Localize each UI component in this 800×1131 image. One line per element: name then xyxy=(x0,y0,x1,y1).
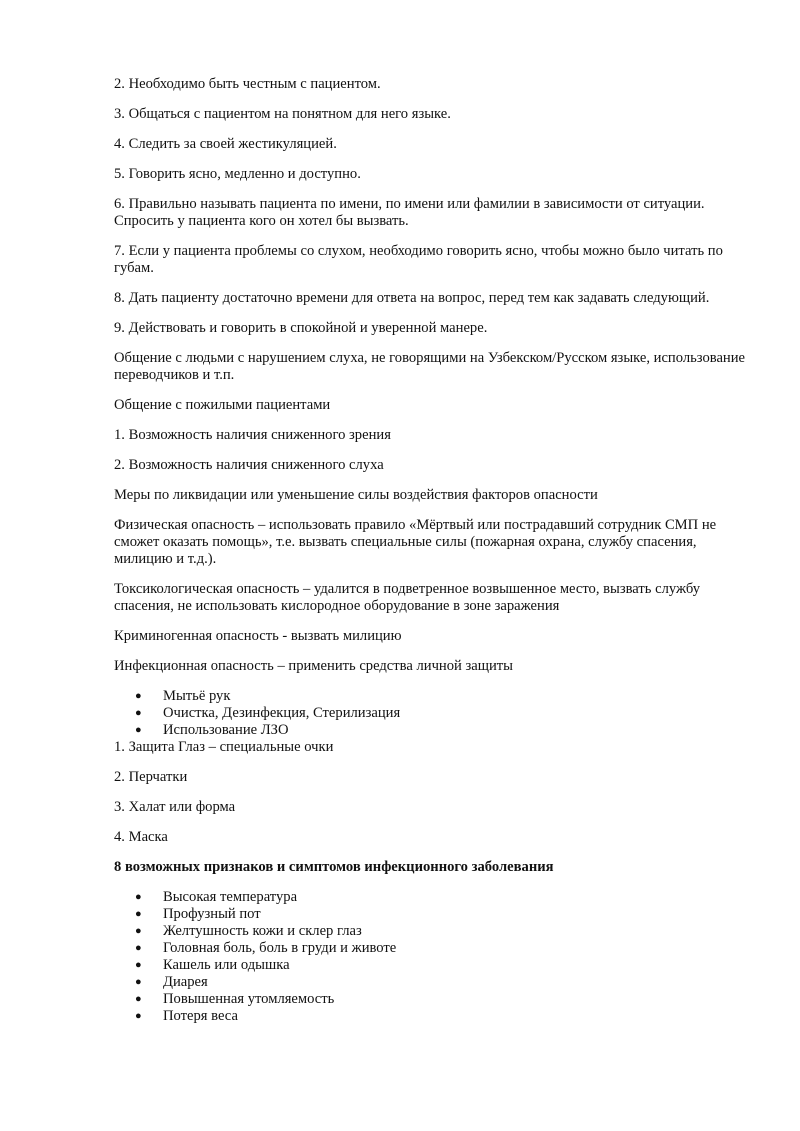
bullet-icon: ● xyxy=(135,925,142,937)
list-item xyxy=(135,1008,754,1025)
list-item xyxy=(135,906,754,923)
paragraph-speak-clearly: 5. Говорить ясно, медленно и доступно. xyxy=(114,166,361,182)
paragraph-hazard-measures: Меры по ликвидации или уменьшение силы воздействия факторов опасности xyxy=(114,487,598,503)
paragraph-elderly-heading: Общение с пожилыми пациентами xyxy=(114,397,331,413)
list-item-text: Желтушность кожи и склер глаз xyxy=(163,923,362,939)
bullet-icon: ● xyxy=(135,891,142,903)
paragraph-calm-manner: 9. Действовать и говорить в спокойной и уверенной манере. xyxy=(114,320,488,336)
paragraph-gestures: 4. Следить за своей жестикуляцией. xyxy=(114,136,337,152)
list-item-text: Использование ЛЗО xyxy=(163,722,289,738)
list-item-text: Высокая температура xyxy=(163,889,298,905)
paragraph-reduced-vision: 1. Возможность наличия сниженного зрения xyxy=(114,427,391,443)
bullet-icon: ● xyxy=(135,707,142,719)
list-item xyxy=(135,688,754,705)
list-item-text: Головная боль, боль в груди и животе xyxy=(163,940,397,956)
list-item xyxy=(135,889,754,906)
paragraph-language: 3. Общаться с пациентом на понятном для него языке. xyxy=(114,106,451,122)
bullet-icon: ● xyxy=(135,993,142,1005)
list-item xyxy=(135,722,754,739)
paragraph-time-to-answer: 8. Дать пациенту достаточно времени для ответа на вопрос, перед тем как задавать следующий. xyxy=(114,290,710,306)
list-item-text: Повышенная утомляемость xyxy=(163,991,335,1007)
paragraph-naming: 6. Правильно называть пациента по имени, по имени или фамилии в зависимости от ситуации. Спросить у пациента кого он хотел бы вызвать. xyxy=(114,196,705,229)
list-item xyxy=(135,705,754,722)
paragraph-physical-hazard: Физическая опасность – использовать правило «Мёртвый или пострадавший сотрудник СМП не сможет оказать помощь», т.е. вызвать специальные силы (пожарная охрана, службу спасения, милицию и т.д.). xyxy=(114,517,717,567)
list-item xyxy=(135,991,754,1008)
list-item-text: Очистка, Дезинфекция, Стерилизация xyxy=(163,705,401,721)
bullet-icon: ● xyxy=(135,908,142,920)
list-item xyxy=(135,923,754,940)
paragraph-honesty: 2. Необходимо быть честным с пациентом. xyxy=(114,76,381,92)
bullet-icon: ● xyxy=(135,959,142,971)
paragraph-gown: 3. Халат или форма xyxy=(114,799,236,815)
paragraph-toxic-hazard: Токсикологическая опасность – удалится в подветренное возвышенное место, вызвать службу спасения, не использовать кислородное оборудование в зоне заражения xyxy=(114,581,701,614)
list-item-text: Потеря веса xyxy=(163,1008,238,1024)
hygiene-list xyxy=(114,688,754,739)
bullet-icon: ● xyxy=(135,724,142,736)
paragraph-hearing-problems: 7. Если у пациента проблемы со слухом, необходимо говорить ясно, чтобы можно было читать по губам. xyxy=(114,243,723,276)
list-item xyxy=(135,940,754,957)
bullet-icon: ● xyxy=(135,942,142,954)
paragraph-mask: 4. Маска xyxy=(114,829,168,845)
bullet-icon: ● xyxy=(135,690,142,702)
paragraph-eye-protection: 1. Защита Глаз – специальные очки xyxy=(114,739,334,755)
symptoms-heading: 8 возможных признаков и симптомов инфекционного заболевания xyxy=(114,859,554,875)
bullet-icon: ● xyxy=(135,976,142,988)
paragraph-reduced-hearing: 2. Возможность наличия сниженного слуха xyxy=(114,457,384,473)
list-item-text: Мытьё рук xyxy=(163,688,231,704)
list-item xyxy=(135,957,754,974)
paragraph-criminal-hazard: Криминогенная опасность - вызвать милицию xyxy=(114,628,402,644)
paragraph-infection-hazard: Инфекционная опасность – применить средства личной защиты xyxy=(114,658,513,674)
list-item-text: Профузный пот xyxy=(163,906,261,922)
symptoms-list xyxy=(114,889,754,1025)
paragraph-gloves: 2. Перчатки xyxy=(114,769,188,785)
list-item-text: Диарея xyxy=(163,974,208,990)
document-page xyxy=(114,76,754,1025)
bullet-icon: ● xyxy=(135,1010,142,1022)
list-item xyxy=(135,974,754,991)
paragraph-hearing-impaired: Общение с людьми с нарушением слуха, не говорящими на Узбекском/Русском языке, использование переводчиков и т.п. xyxy=(114,350,746,383)
list-item-text: Кашель или одышка xyxy=(163,957,290,973)
